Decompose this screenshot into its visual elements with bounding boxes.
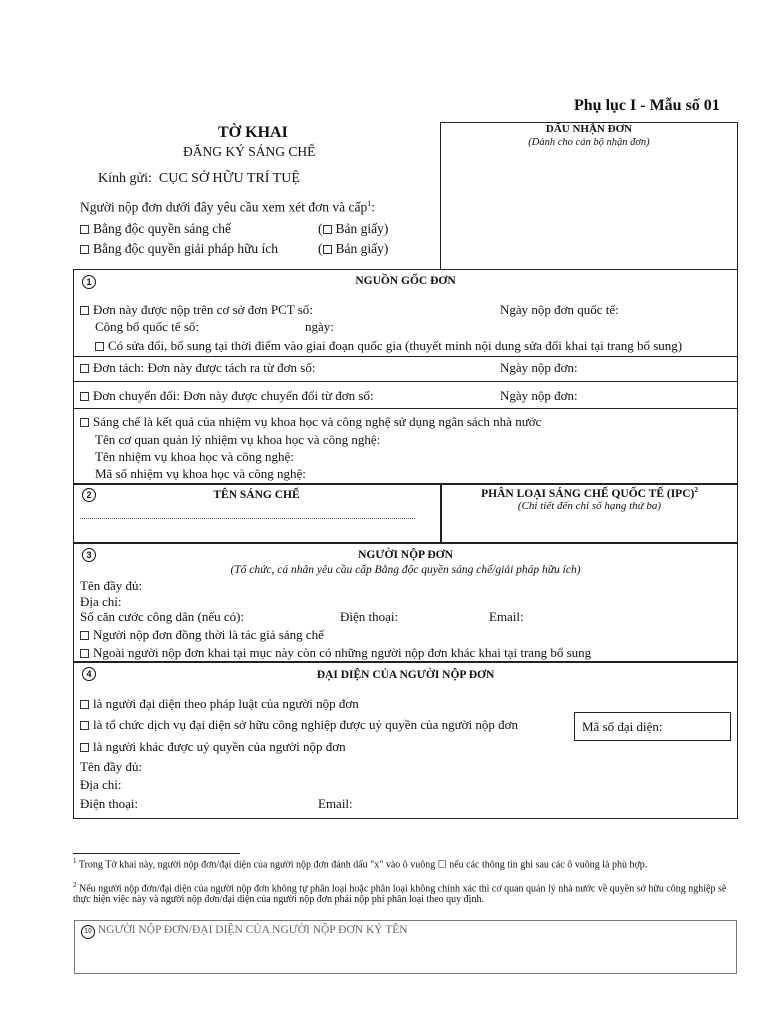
agency-label: Tên cơ quan quản lý nhiệm vụ khoa học và công nghệ: xyxy=(95,432,381,447)
section3-title: NGƯỜI NỘP ĐƠN xyxy=(358,549,453,561)
rep-legal-checkbox[interactable] xyxy=(80,700,89,709)
rep-other-checkbox[interactable] xyxy=(80,743,89,752)
divider xyxy=(73,661,738,663)
rep-legal-label: là người đại diện theo pháp luật của người nộp đơn xyxy=(93,696,359,711)
divider xyxy=(73,381,738,382)
rep-service-label: là tổ chức dịch vụ đại diện sở hữu công nghiệp được uỷ quyền của người nộp đơn xyxy=(93,717,519,732)
footnote-1-text: Trong Tờ khai này, người nộp đơn/đại diện của người nộp đơn đánh dấu "x" vào ô vuông ☐ nếu các thông tin ghi sau các ô vuông là phù hợp. xyxy=(78,859,648,871)
section2-title: TÊN SÁNG CHẾ xyxy=(213,489,300,501)
amend-label: Có sửa đổi, bổ sung tại thời điểm vào giai đoạn quốc gia (thuyết minh nội dung sửa đổi khai tại trang bổ sung) xyxy=(108,338,683,353)
task-code-label: Mã số nhiệm vụ khoa học và công nghệ: xyxy=(95,466,306,481)
amend-checkbox[interactable] xyxy=(95,342,104,351)
also-author-checkbox[interactable] xyxy=(80,631,89,640)
other-applicants-label: Ngoài người nộp đơn khai tại mục này còn có những người nộp đơn khác khai tại trang bổ sung xyxy=(93,645,592,660)
task-name-label: Tên nhiệm vụ khoa học và công nghệ: xyxy=(95,449,294,464)
patent-paper-label: Bản giấy) xyxy=(335,221,389,236)
section3-badge: 3 xyxy=(82,548,96,562)
science-label: Sáng chế là kết quả của nhiệm vụ khoa học và công nghệ sử dụng ngân sách nhà nước xyxy=(93,414,542,429)
other-applicants-line xyxy=(80,646,591,659)
applicant-phone-label: Điện thoại: xyxy=(340,609,399,624)
convert-date-label: Ngày nộp đơn: xyxy=(500,388,578,403)
pct-line xyxy=(80,303,313,316)
rep-address-label: Địa chỉ: xyxy=(80,777,122,792)
split-line xyxy=(80,361,315,374)
utility-paper-checkbox[interactable] xyxy=(323,245,332,254)
footnote-separator xyxy=(73,853,240,854)
section10-header xyxy=(81,925,408,939)
rep-phone-label: Điện thoại: xyxy=(80,796,139,811)
request-intro-end: : xyxy=(371,199,376,215)
patent-option-label: Bằng độc quyền sáng chế xyxy=(93,221,231,236)
applicant-address-label: Địa chỉ: xyxy=(80,594,122,609)
pct-date-label: Ngày nộp đơn quốc tế: xyxy=(500,302,619,317)
amend-line xyxy=(95,339,682,352)
form-subtitle: ĐĂNG KÝ SÁNG CHẾ xyxy=(183,144,316,159)
applicant-email-label: Email: xyxy=(489,609,524,624)
section2-badge: 2 xyxy=(82,488,96,502)
request-option-utility xyxy=(80,242,278,256)
section3-subtitle: (Tổ chức, cá nhân yêu cầu cấp Bằng độc quyền sáng chế/giải pháp hữu ích) xyxy=(230,564,581,576)
section10-title: NGƯỜI NỘP ĐƠN/ĐẠI DIỆN CỦA NGƯỜI NỘP ĐƠN KÝ TÊN xyxy=(97,924,408,936)
divider xyxy=(73,356,738,357)
other-applicants-checkbox[interactable] xyxy=(80,649,89,658)
request-option-patent xyxy=(80,222,231,236)
utility-checkbox[interactable] xyxy=(80,245,89,254)
rep-service-checkbox[interactable] xyxy=(80,721,89,730)
section4-title: ĐẠI DIỆN CỦA NGƯỜI NỘP ĐƠN xyxy=(316,669,495,681)
request-intro-text: Người nộp đơn dưới đây yêu cầu xem xét đơn và cấp xyxy=(80,199,368,215)
rep-email-label: Email: xyxy=(318,796,353,811)
section10-badge: 10 xyxy=(81,925,95,939)
rep-name-label: Tên đầy đủ: xyxy=(80,759,143,774)
split-label: Đơn tách: Đơn này được tách ra từ đơn số: xyxy=(93,360,316,375)
utility-option-label: Bằng độc quyền giải pháp hữu ích xyxy=(93,241,279,256)
section1-badge: 1 xyxy=(82,275,96,289)
also-author-line xyxy=(80,628,324,641)
convert-label: Đơn chuyển đổi: Đơn này được chuyển đổi từ đơn số: xyxy=(93,388,374,403)
section4-badge: 4 xyxy=(82,667,96,681)
patent-paper-checkbox[interactable] xyxy=(323,225,332,234)
footnote-2-text: Nếu người nộp đơn/đại diện của người nộp đơn không tự phân loại hoặc phân loại không chính xác thì cơ quan quản lý nhà nước về quyền sở hữu công nghiệp sẽ thực hiện việc này và người nộp đơn/đại diện của người nộp đơn phải nộp phí phân loại theo quy định. xyxy=(73,883,727,906)
form-title: TỜ KHAI xyxy=(218,124,288,141)
science-checkbox[interactable] xyxy=(80,418,89,427)
rep-service-line xyxy=(80,718,518,731)
ipc-footnote-mark: 2 xyxy=(694,486,698,494)
convert-checkbox[interactable] xyxy=(80,392,89,401)
ipc-title xyxy=(441,487,738,500)
utility-form-option: ( Bản giấy) xyxy=(318,241,389,256)
footnote-2 xyxy=(73,880,738,905)
patent-form-option: ( Bản giấy) xyxy=(318,221,389,236)
request-footnote-mark: 1 xyxy=(367,199,372,208)
ipc-subtitle: (Chỉ tiết đến chỉ số hạng thứ ba) xyxy=(517,500,662,512)
divider xyxy=(73,483,738,485)
footnote-2-mark: 2 xyxy=(73,881,77,889)
section1-title: NGUỒN GỐC ĐƠN xyxy=(355,275,456,287)
patent-checkbox[interactable] xyxy=(80,225,89,234)
ipc-title-text: PHÂN LOẠI SÁNG CHẾ QUỐC TẾ (IPC) xyxy=(481,487,695,500)
convert-line xyxy=(80,389,374,402)
also-author-label: Người nộp đơn đồng thời là tác giả sáng chế xyxy=(93,627,324,642)
addressee-value: CỤC SỞ HỮU TRÍ TUỆ xyxy=(158,171,300,186)
rep-legal-line xyxy=(80,697,359,710)
request-intro xyxy=(80,200,375,214)
addressee xyxy=(98,172,300,186)
agent-code-label: Mã số đại diện: xyxy=(582,719,663,734)
pct-label: Đơn này được nộp trên cơ sở đơn PCT số: xyxy=(93,302,313,317)
applicant-name-label: Tên đầy đủ: xyxy=(80,578,143,593)
rep-other-label: là người khác được uỷ quyền của người nộp đơn xyxy=(93,739,346,754)
split-date-label: Ngày nộp đơn: xyxy=(500,360,578,375)
rep-other-line xyxy=(80,740,346,753)
receipt-subtitle: (Dành cho cán bộ nhận đơn) xyxy=(528,137,650,148)
divider xyxy=(73,408,738,409)
science-line xyxy=(80,415,541,428)
addressee-label: Kính gửi: xyxy=(98,171,152,186)
appendix-label: Phụ lục I - Mẫu số 01 xyxy=(574,97,720,114)
divider xyxy=(73,542,738,544)
receipt-title: DẤU NHẬN ĐƠN xyxy=(545,123,633,135)
pub-label: Công bố quốc tế số: xyxy=(95,319,199,334)
split-checkbox[interactable] xyxy=(80,364,89,373)
pub-date-label: ngày: xyxy=(305,319,334,334)
footnote-1 xyxy=(73,856,738,870)
invention-name-line[interactable] xyxy=(80,518,415,519)
utility-paper-label: Bản giấy) xyxy=(335,241,389,256)
pct-checkbox[interactable] xyxy=(80,306,89,315)
applicant-id-label: Số căn cước công dân (nếu có): xyxy=(80,609,245,624)
footnote-1-mark: 1 xyxy=(73,857,77,865)
